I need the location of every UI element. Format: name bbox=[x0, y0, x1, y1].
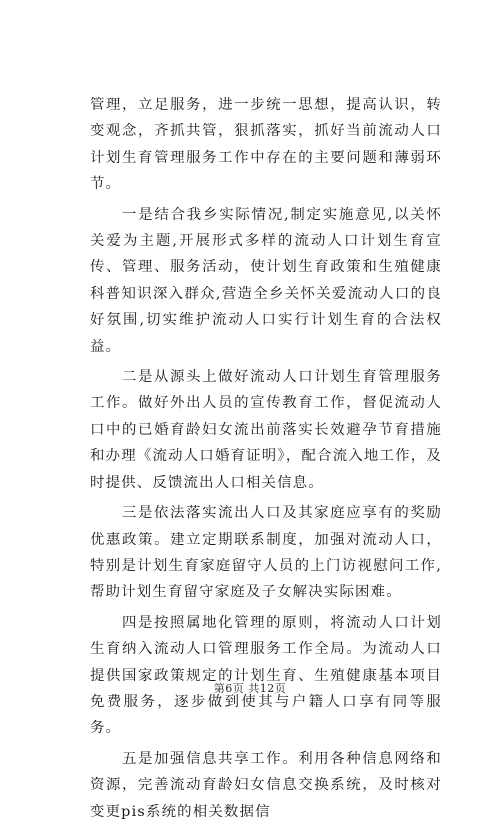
paragraph-point-five: 五是加强信息共享工作。利用各种信息网络和资源，完善流动育龄妇女信息交换系统，及时核对变更pis系统的相关数据信 bbox=[90, 750, 442, 820]
page-number-footer: 第6页 共12页 bbox=[213, 682, 287, 695]
paragraph-point-four: 四是按照属地化管理的原则，将流动人口计划生育纳入流动人口管理服务工作全局。为流动人口提供国家政策规定的计划生育、生殖健康基本项目免费服务，逐步做到使其与户籍人口享有同等服务。 bbox=[90, 614, 442, 737]
paragraph-point-one: 一是结合我乡实际情况,制定实施意见,以关怀关爱为主题,开展形式多样的流动人口计划生育宣传、管理、服务活动，使计划生育政策和生殖健康科普知识深入群众,营造全乡关怀关爱流动人口的良好氛围,切实维护流动人口实行计划生育的合法权益。 bbox=[90, 206, 442, 355]
paragraph-point-two: 二是从源头上做好流动人口计划生育管理服务工作。做好外出人员的宣传教育工作，督促流动人口中的已婚育龄妇女流出前落实长效避孕节育措施和办理《流动人口婚育证明》，配合流入地工作，及时提供、反馈流出人口相关信息。 bbox=[90, 369, 442, 491]
body-text bbox=[90, 92, 442, 825]
paragraph-point-three: 三是依法落实流出人口及其家庭应享有的奖励优惠政策。建立定期联系制度，加强对流动人口，特别是计划生育家庭留守人员的上门访视慰问工作,帮助计划生育留守家庭及子女解决实际困难。 bbox=[90, 505, 442, 601]
paragraph-continuation: 管理，立足服务，进一步统一思想，提高认识，转变观念，齐抓共管，狠抓落实，抓好当前流动人口计划生育管理服务工作中存在的主要问题和薄弱环节。 bbox=[90, 97, 442, 193]
